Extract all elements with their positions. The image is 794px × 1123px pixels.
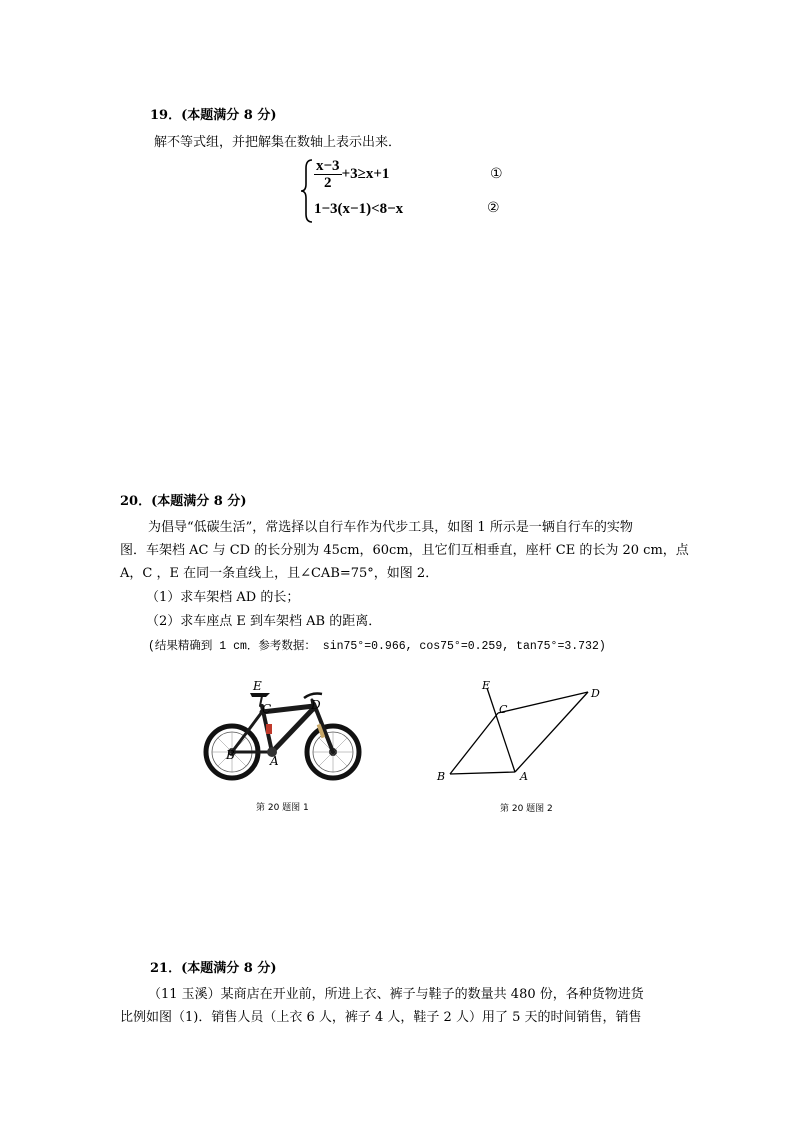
fig1-label-c: C [262,702,272,716]
ineq2-marker: ② [487,200,500,216]
q20-title: 20．(本题满分 8 分) [120,494,247,509]
fig2-label-d: D [591,687,600,700]
bicycle-photo [200,680,365,785]
fig2-label-b: B [437,770,446,783]
q21-title: 21．(本题满分 8 分) [150,961,277,976]
q21-paragraph-line2: 比例如图（1)．销售人员（上衣 6 人，裤子 4 人，鞋子 2 人）用了 5 天的时间销售，销售 [120,1010,642,1025]
fig2-label-a: A [520,770,528,783]
fig1-label-d: D [311,698,321,712]
q20-subquestion-2: （2）求车座点 E 到车架档 AB 的距离． [146,614,382,629]
q19-title: 19．(本题满分 8 分) [150,108,277,123]
q21-paragraph-line1: （11 玉溪）某商店在开业前，所进上衣、裤子与鞋子的数量共 480 份，各种货物进货 [148,987,644,1002]
q20-paragraph-line2: 图．车架档 AC 与 CD 的长分别为 45cm，60cm，且它们互相垂直，座杆 CE 的长为 20 cm，点 [120,543,689,558]
q20-paragraph-line1: 为倡导“低碳生活”，常选择以自行车作为代步工具，如图 1 所示是一辆自行车的实物 [148,520,633,535]
fig1-label-a: A [270,754,279,768]
q20-paragraph-line3: A，C ，E 在同一条直线上，且∠CAB=75°，如图 2． [120,566,439,581]
fig2-label-c: C [499,703,508,716]
inequality-2: 1−3(x−1)<8−x [314,201,404,217]
ineq1-numerator: x−3 [316,158,340,174]
inequality-1 [314,158,389,191]
q19-instruction: 解不等式组，并把解集在数轴上表示出来． [154,135,402,150]
q19-system [300,158,540,224]
ineq1-denominator: 2 [324,175,332,191]
ineq1-rest: +3≥x+1 [341,165,390,182]
q20-subquestion-1: （1）求车架档 AD 的长； [146,590,300,605]
fig2-label-e: E [482,679,491,692]
left-brace-icon [300,158,314,224]
fig1-caption: 第 20 题图 1 [256,803,309,813]
fig1-label-b: B [226,748,235,762]
q20-reference-data: (结果精确到 1 cm．参考数据： sin75°=0.966, cos75°=0.259, tan75°=3.732) [148,640,606,653]
ineq1-marker: ① [490,166,503,182]
fig1-label-e: E [253,679,262,693]
fig2-caption: 第 20 题图 2 [500,804,553,814]
